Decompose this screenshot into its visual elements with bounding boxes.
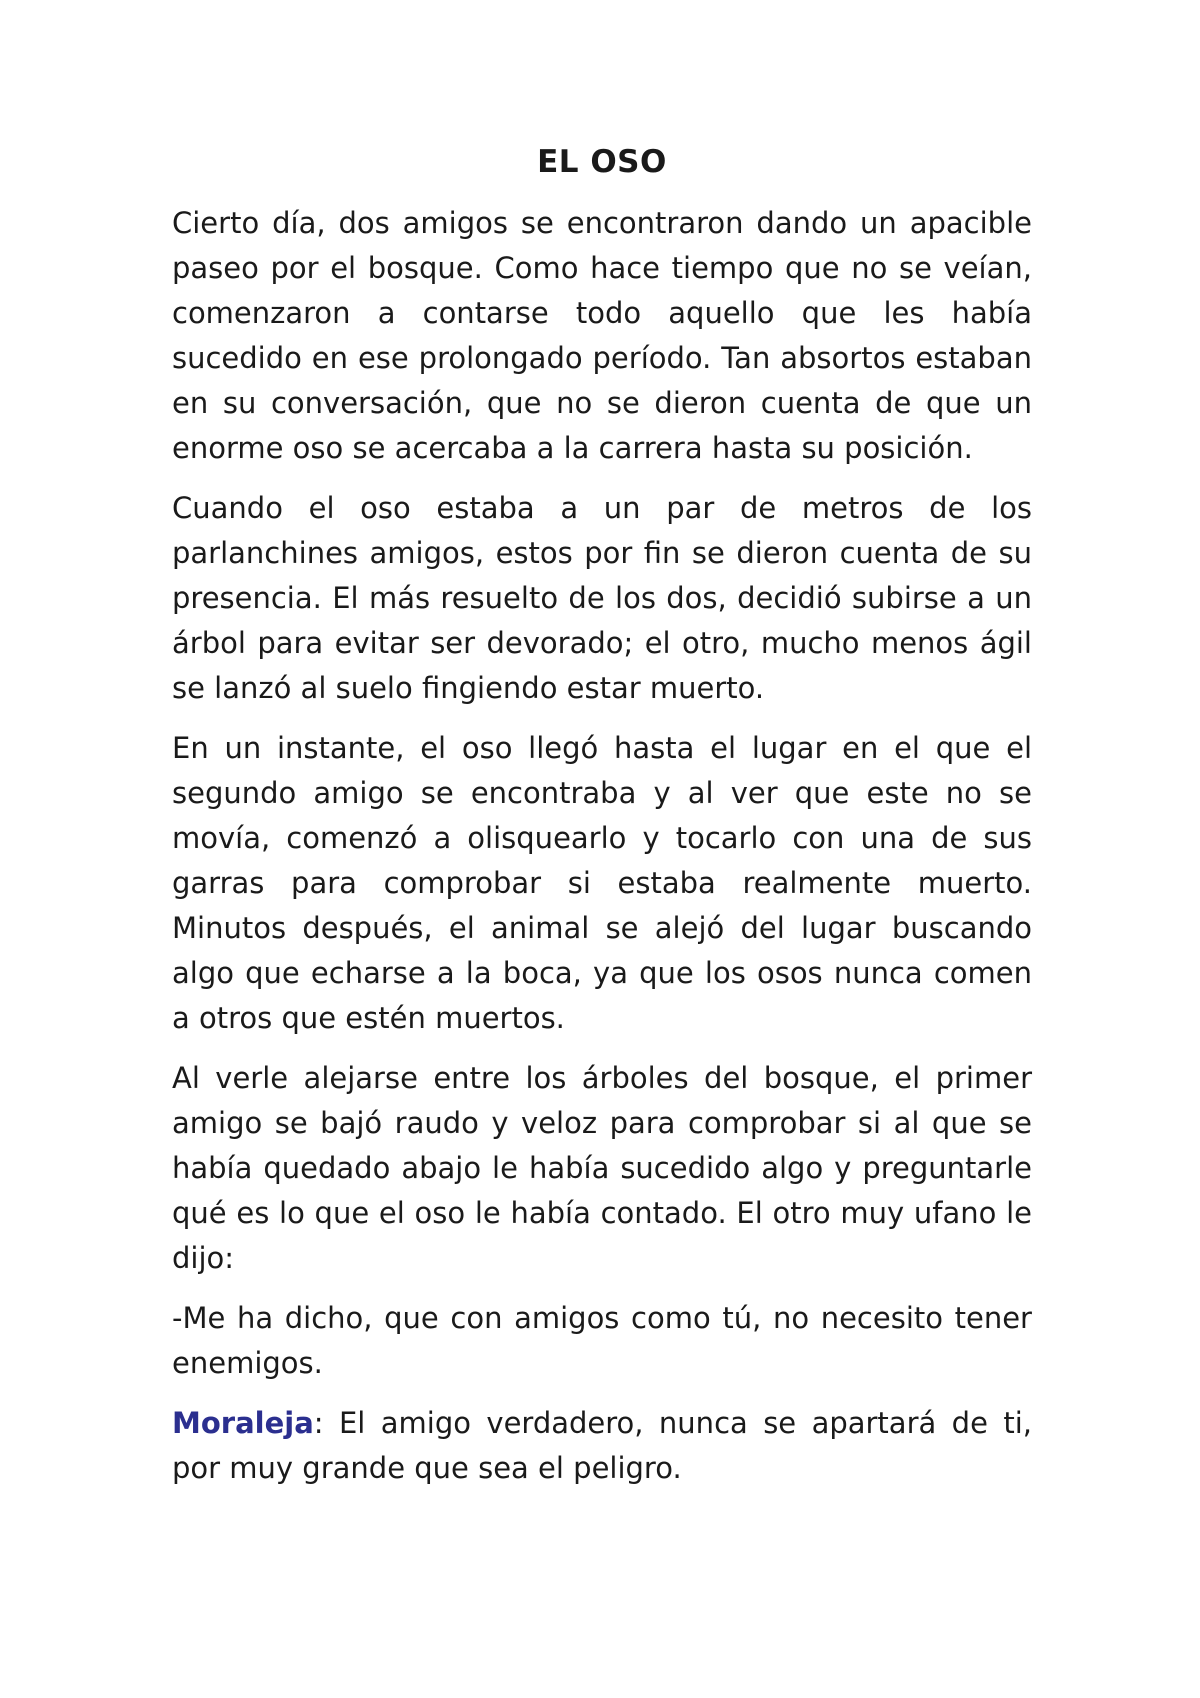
paragraph-2: Cuando el oso estaba a un par de metros de los parlanchines amigos, estos por fin se dieron cuenta de su presencia. El más resuelto de los dos, decidió subirse a un árbol para evitar ser devorado; el otro, mucho menos ágil se lanzó al suelo fingiendo estar muerto. xyxy=(172,491,1032,705)
moral-paragraph xyxy=(172,1401,1032,1491)
paragraph-5-dialogue: -Me ha dicho, que con amigos como tú, no necesito tener enemigos. xyxy=(172,1301,1032,1380)
moral-label: Moraleja xyxy=(172,1406,314,1440)
document-title: EL OSO xyxy=(537,144,667,180)
paragraph-1: Cierto día, dos amigos se encontraron dando un apacible paseo por el bosque. Como hace tiempo que no se veían, comenzaron a contarse todo aquello que les había sucedido en ese prolongado período. Tan absortos estaban en su conversación, que no se dieron cuenta de que un enorme oso se acercaba a la carrera hasta su posición. xyxy=(172,206,1032,465)
document-page xyxy=(172,140,1032,1506)
moral-separator: : xyxy=(313,1406,324,1440)
paragraph-4: Al verle alejarse entre los árboles del bosque, el primer amigo se bajó raudo y veloz para comprobar si al que se había quedado abajo le había sucedido algo y preguntarle qué es lo que el oso le había contado. El otro muy ufano le dijo: xyxy=(172,1061,1032,1275)
paragraph-3: En un instante, el oso llegó hasta el lugar en el que el segundo amigo se encontraba y al ver que este no se movía, comenzó a olisquearlo y tocarlo con una de sus garras para comprobar si estaba realmente muerto. Minutos después, el animal se alejó del lugar buscando algo que echarse a la boca, ya que los osos nunca comen a otros que estén muertos. xyxy=(172,731,1032,1035)
moral-text: El amigo verdadero, nunca se apartará de ti, por muy grande que sea el peligro. xyxy=(172,1406,1032,1485)
